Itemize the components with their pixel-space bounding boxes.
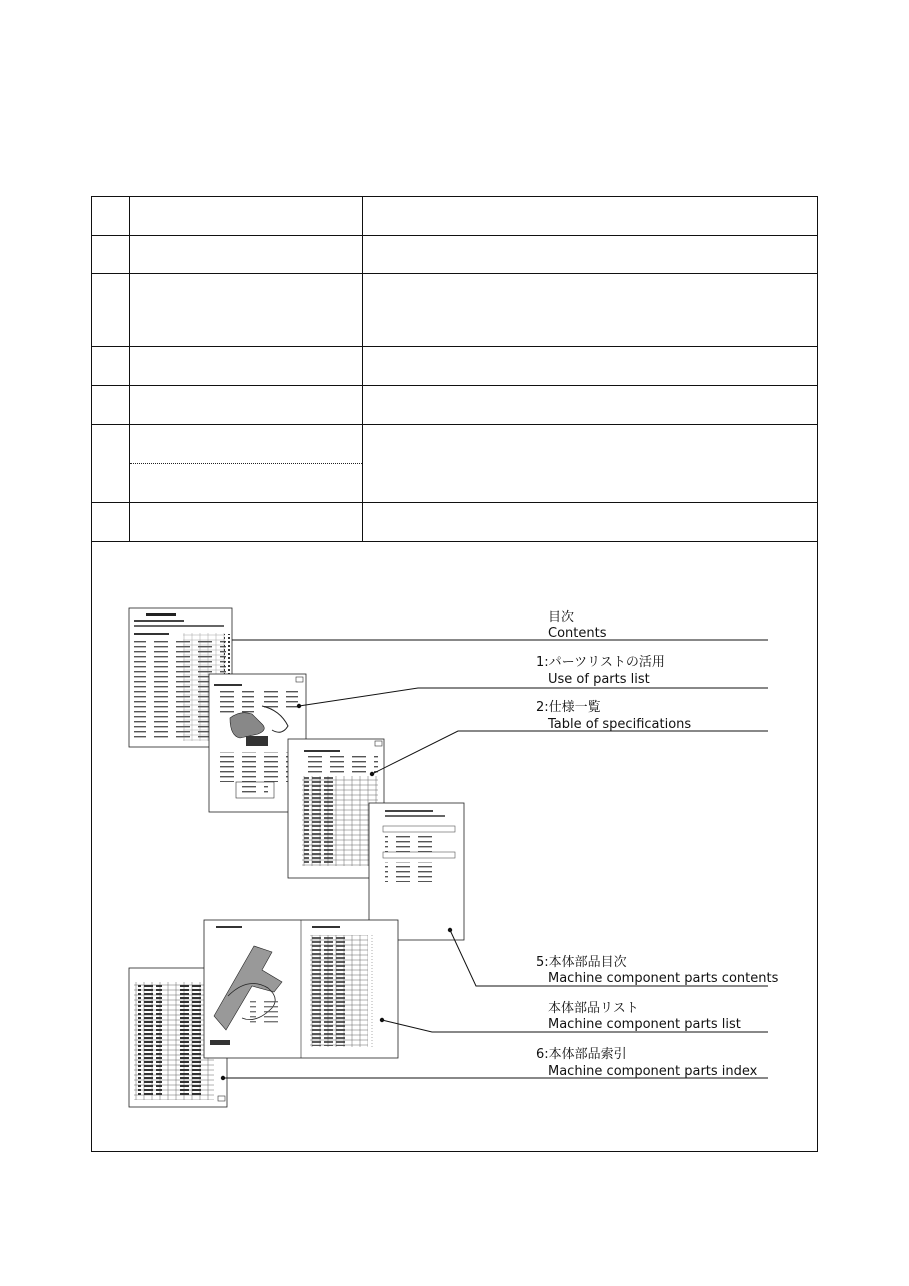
machine-component-parts-contents-page-thumbnail: [369, 803, 464, 940]
machine-component-parts-list-spread-thumbnail: [204, 920, 398, 1058]
callout-component-contents-jp: 5:本体部品目次: [536, 955, 627, 970]
callout-use-of-parts-list-jp: 1:パーツリストの活用: [536, 655, 665, 670]
callout-component-list-en: Machine component parts list: [548, 1017, 741, 1032]
callout-contents-en: Contents: [548, 626, 607, 641]
callout-component-contents-en: Machine component parts contents: [548, 971, 779, 986]
callout-use-of-parts-list-en: Use of parts list: [548, 672, 650, 687]
callout-component-list-jp: 本体部品リスト: [548, 1001, 639, 1016]
callout-contents-jp: 目次: [548, 610, 575, 625]
callout-specifications-en: Table of specifications: [548, 717, 692, 732]
callout-component-index-jp: 6:本体部品索引: [536, 1047, 627, 1062]
callout-specifications-jp: 2:仕様一覧: [536, 700, 601, 715]
callout-component-index-en: Machine component parts index: [548, 1064, 758, 1079]
